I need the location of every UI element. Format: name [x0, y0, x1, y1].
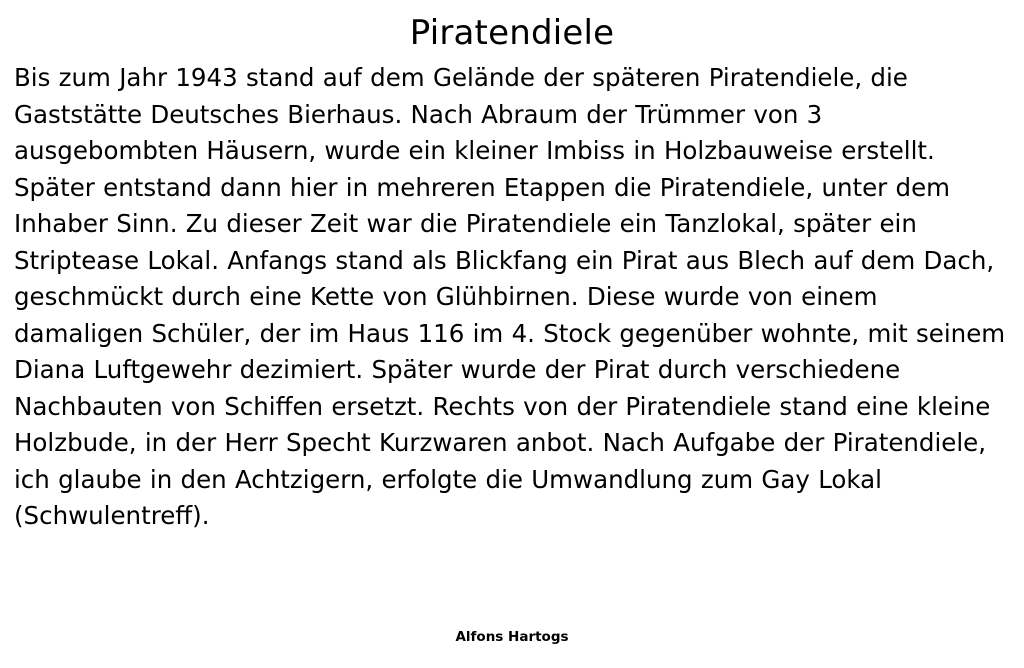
page-title: Piratendiele — [409, 13, 615, 53]
author-signature: Alfons Hartogs — [455, 629, 569, 645]
document-body-text: Bis zum Jahr 1943 stand auf dem Gelände der späteren Piratendiele, die Gaststätte Deutsches Bierhaus. Nach Abraum der Trümmer von 3 ausgebombten Häusern, wurde ein kleiner Imbiss in Holzbauweise erstellt. Später entstand dann hier in mehreren Etappen die Piratendiele, unter dem Inhaber Sinn. Zu dieser Zeit war die Piratendiele ein Tanzlokal, später ein Striptease Lokal. Anfangs stand als Blickfang ein Pirat aus Blech auf dem Dach, geschmückt durch eine Kette von Glühbirnen. Diese wurde von einem damaligen Schüler, der im Haus 116 im 4. Stock gegenüber wohnte, mit seinem Diana Luftgewehr dezimiert. Später wurde der Pirat durch verschiedene Nachbauten von Schiffen ersetzt. Rechts von der Piratendiele stand eine kleine Holzbude, in der Herr Specht Kurzwaren anbot. Nach Aufgabe der Piratendiele, ich glaube in den Achtzigern, erfolgte die Umwandlung zum Gay Lokal (Schwulentreff). — [14, 63, 1006, 530]
